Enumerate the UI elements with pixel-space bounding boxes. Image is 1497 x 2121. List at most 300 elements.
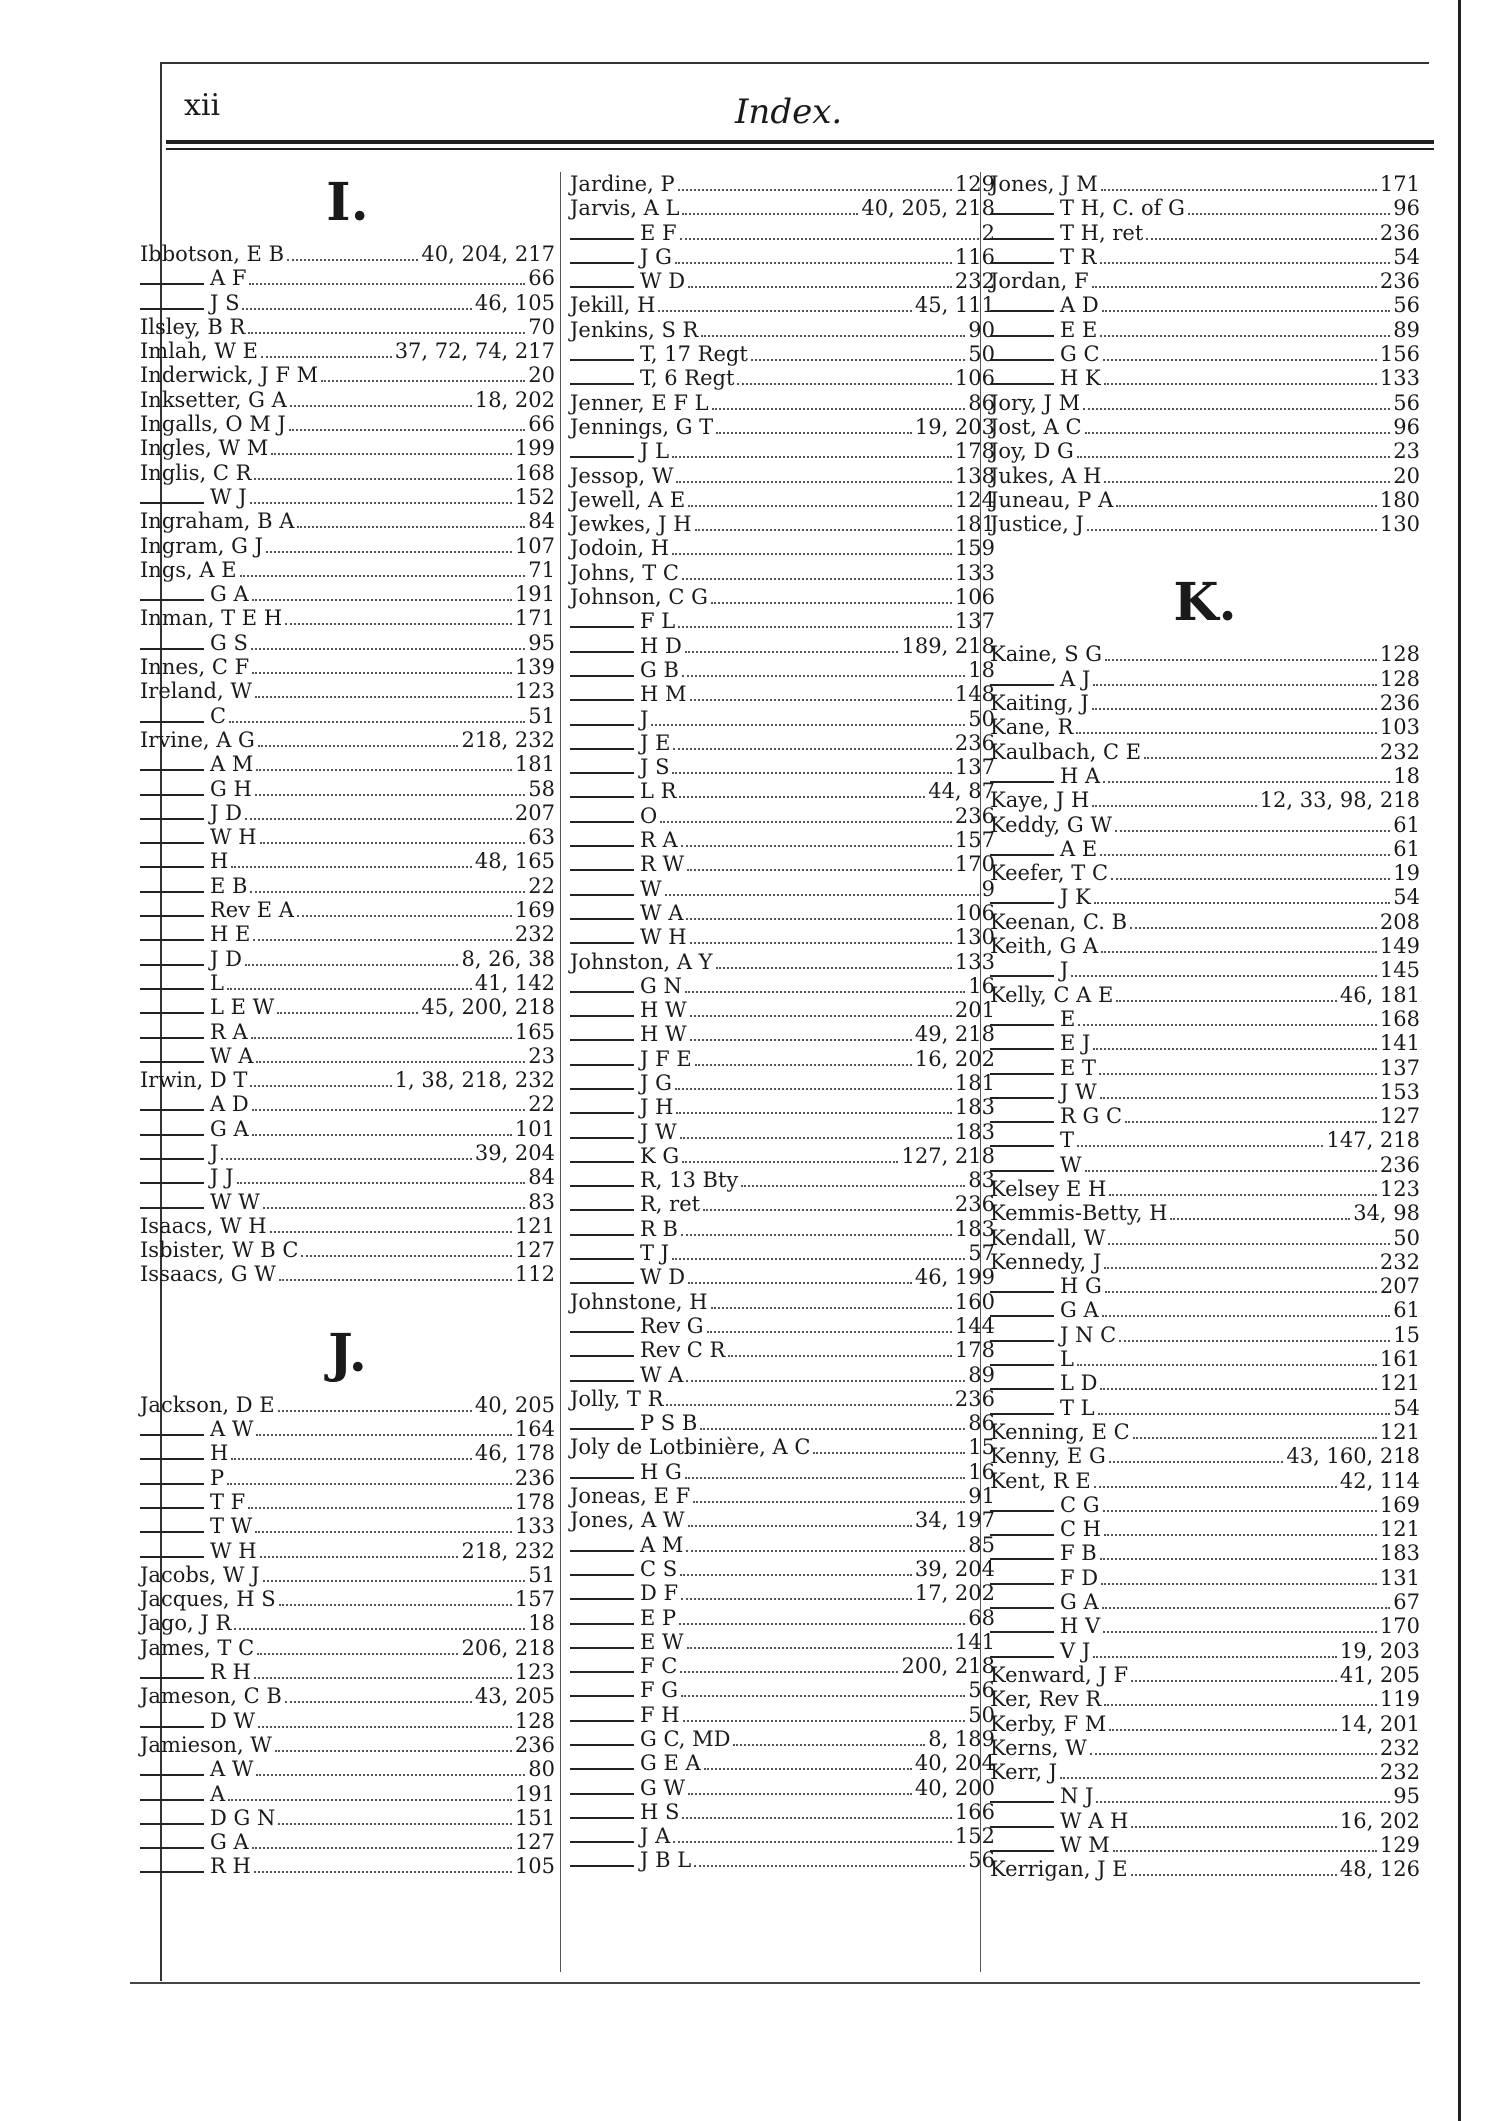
index-entry	[140, 1092, 555, 1116]
index-entry	[990, 740, 1420, 764]
dot-leader	[711, 1307, 952, 1309]
entry-pages: 43, 160, 218	[1286, 1444, 1420, 1469]
entry-pages: 16, 202	[914, 1046, 995, 1071]
entry-pages: 40, 205	[474, 1392, 555, 1417]
index-entry	[570, 1022, 995, 1046]
entry-pages: 157	[514, 1587, 555, 1612]
index-entry	[570, 318, 995, 342]
index-entry	[570, 172, 995, 196]
entry-name: G S	[210, 630, 248, 655]
entry-name: Irwin, D T	[140, 1068, 248, 1093]
ditto-dash	[990, 1607, 1054, 1609]
entry-pages: 236	[514, 1732, 555, 1757]
index-entry	[140, 801, 555, 825]
ditto-dash	[990, 902, 1054, 904]
entry-pages: 40, 204	[914, 1751, 995, 1776]
index-entry	[990, 1104, 1420, 1128]
ditto-dash	[570, 1380, 634, 1382]
dot-leader	[685, 1477, 966, 1479]
dot-leader	[285, 623, 512, 625]
ditto-dash	[990, 335, 1054, 337]
ditto-dash	[570, 1282, 634, 1284]
index-entry	[570, 925, 995, 949]
entry-name: Kaye, J H	[990, 788, 1090, 813]
index-entry	[990, 715, 1420, 739]
entry-name: F G	[640, 1678, 679, 1703]
index-entry	[990, 667, 1420, 691]
entry-pages: 56	[1393, 293, 1420, 318]
entry-name: Ingram, G J	[140, 533, 263, 558]
ditto-dash	[140, 1434, 204, 1436]
index-entry	[570, 585, 995, 609]
dot-leader	[682, 675, 965, 677]
index-entry	[570, 852, 995, 876]
entry-pages: 56	[1393, 390, 1420, 415]
entry-pages: 191	[514, 1781, 555, 1806]
ditto-dash	[990, 1656, 1054, 1658]
entry-pages: 8, 189	[928, 1727, 995, 1751]
index-entry	[570, 293, 995, 317]
dot-leader	[1100, 262, 1391, 264]
entry-name: Jacobs, W J	[140, 1562, 260, 1587]
index-entry	[990, 1639, 1420, 1663]
entry-name: Jenner, E F L	[570, 390, 709, 415]
entry-pages: 178	[954, 1338, 995, 1363]
ditto-dash	[570, 1574, 634, 1576]
dot-leader	[297, 915, 512, 917]
index-entry	[570, 536, 995, 560]
dot-leader	[1102, 310, 1391, 312]
ditto-dash	[990, 1097, 1054, 1099]
index-entry	[570, 682, 995, 706]
entry-name: T, 17 Regt	[640, 342, 748, 367]
entry-name: Joly de Lotbinière, A C	[570, 1435, 811, 1460]
ditto-dash	[140, 1012, 204, 1014]
dot-leader	[712, 408, 966, 410]
entry-pages: 16	[968, 1459, 995, 1484]
dot-leader	[672, 553, 952, 555]
entry-pages: 131	[1379, 1565, 1420, 1590]
ditto-dash	[990, 1510, 1054, 1512]
index-entry	[990, 1298, 1420, 1322]
entry-name: G A	[210, 1116, 249, 1141]
entry-pages: 18, 202	[474, 387, 555, 412]
index-entry	[140, 1214, 555, 1238]
entry-pages: 218, 232	[461, 1538, 555, 1563]
entry-name: Justice, J	[990, 512, 1084, 537]
ditto-dash	[570, 1647, 634, 1649]
index-entry	[140, 1020, 555, 1044]
ditto-dash	[990, 238, 1054, 240]
index-entry	[570, 1192, 995, 1216]
dot-leader	[1096, 1801, 1390, 1803]
ditto-dash	[570, 1355, 634, 1357]
entry-name: P S B	[640, 1411, 698, 1436]
entry-name: K G	[640, 1143, 680, 1168]
dot-leader	[733, 1744, 925, 1746]
entry-name: J	[210, 1140, 219, 1165]
entry-name: D F	[640, 1581, 679, 1606]
entry-name: C S	[640, 1556, 678, 1581]
ditto-dash	[990, 1145, 1054, 1147]
index-entry	[990, 934, 1420, 958]
index-entry	[570, 1314, 995, 1338]
entry-pages: 144	[954, 1313, 995, 1338]
ditto-dash	[990, 1388, 1054, 1390]
entry-pages: 83	[528, 1189, 555, 1214]
dot-leader	[690, 942, 952, 944]
entry-name: H W	[640, 998, 687, 1023]
dot-leader	[221, 1158, 471, 1160]
ditto-dash	[570, 383, 634, 385]
index-entry	[990, 293, 1420, 317]
entry-name: Jacques, H S	[140, 1587, 276, 1612]
entry-name: J K	[1060, 885, 1091, 910]
entry-name: H E	[210, 922, 251, 947]
entry-name: Kaulbach, C E	[990, 739, 1142, 764]
entry-name: Isbister, W B C	[140, 1238, 299, 1263]
entry-name: Ingraham, B A	[140, 509, 295, 534]
entry-name: W D	[640, 269, 686, 294]
ditto-dash	[140, 794, 204, 796]
ditto-dash	[990, 1073, 1054, 1075]
entry-pages: 169	[514, 898, 555, 923]
entry-pages: 123	[514, 1660, 555, 1685]
entry-pages: 103	[1379, 715, 1420, 740]
dot-leader	[258, 1726, 512, 1728]
dot-leader	[707, 1331, 952, 1333]
entry-pages: 183	[1379, 1541, 1420, 1566]
entry-name: J L	[640, 439, 670, 464]
entry-name: R A	[640, 828, 678, 853]
dot-leader	[683, 1720, 966, 1722]
dot-leader	[673, 1841, 952, 1843]
index-entry	[990, 837, 1420, 861]
index-entry	[990, 1857, 1420, 1881]
dot-leader	[1100, 1097, 1377, 1099]
ditto-dash	[990, 1048, 1054, 1050]
entry-pages: 160	[954, 1289, 995, 1314]
entry-pages: 9	[981, 876, 995, 901]
ditto-dash	[570, 942, 634, 944]
dot-leader	[250, 891, 525, 893]
entry-name: E E	[1060, 317, 1098, 342]
index-entry	[570, 1581, 995, 1605]
index-entry	[140, 947, 555, 971]
entry-name: R H	[210, 1854, 251, 1879]
ditto-dash	[990, 1583, 1054, 1585]
index-entry	[990, 1760, 1420, 1784]
dot-leader	[1102, 1607, 1391, 1609]
ditto-dash	[140, 721, 204, 723]
index-entry	[140, 1660, 555, 1684]
dot-leader	[682, 1161, 898, 1163]
index-entry	[140, 1611, 555, 1635]
entry-name: H V	[1060, 1614, 1101, 1639]
entry-name: Kaiting, J	[990, 691, 1089, 716]
index-entry	[990, 1080, 1420, 1104]
entry-name: Johnson, C G	[570, 585, 708, 610]
index-entry	[570, 1606, 995, 1630]
ditto-dash	[570, 1865, 634, 1867]
ditto-dash	[140, 1483, 204, 1485]
index-entry	[990, 813, 1420, 837]
entry-pages: 165	[514, 1019, 555, 1044]
dot-leader	[227, 1483, 512, 1485]
index-entry	[990, 1056, 1420, 1080]
dot-leader	[685, 991, 965, 993]
ditto-dash	[140, 1774, 204, 1776]
entry-pages: 183	[954, 1119, 995, 1144]
dot-leader	[688, 286, 952, 288]
dot-leader	[248, 332, 525, 334]
entry-pages: 236	[1379, 691, 1420, 716]
entry-pages: 41, 142	[474, 970, 555, 995]
dot-leader	[686, 1550, 965, 1552]
dot-leader	[248, 1507, 512, 1509]
entry-name: A E	[1060, 836, 1098, 861]
index-entry	[570, 901, 995, 925]
index-entry	[990, 861, 1420, 885]
dot-leader	[250, 1085, 391, 1087]
entry-pages: 45, 111	[914, 293, 995, 318]
index-entry	[990, 415, 1420, 439]
entry-pages: 101	[514, 1116, 555, 1141]
index-entry	[570, 1120, 995, 1144]
ditto-dash	[140, 308, 204, 310]
entry-name: Kenward, J F	[990, 1662, 1129, 1687]
entry-pages: 15	[968, 1435, 995, 1460]
entry-pages: 168	[514, 460, 555, 485]
index-entry	[990, 1517, 1420, 1541]
index-entry	[140, 1068, 555, 1092]
entry-name: J G	[640, 244, 672, 269]
entry-pages: 127, 218	[901, 1143, 995, 1168]
entry-name: Keenan, C. B	[990, 909, 1128, 934]
entry-name: E B	[210, 873, 248, 898]
entry-pages: 128	[514, 1708, 555, 1733]
dot-leader	[227, 988, 472, 990]
entry-name: W A	[640, 900, 684, 925]
entry-pages: 236	[954, 1192, 995, 1217]
index-entry	[990, 464, 1420, 488]
dot-leader	[1109, 1729, 1337, 1731]
index-entry	[570, 779, 995, 803]
entry-name: J J	[210, 1165, 234, 1190]
ditto-dash	[570, 894, 634, 896]
entry-name: Keefer, T C	[990, 861, 1109, 886]
entry-name: Jenkins, S R	[570, 317, 699, 342]
ditto-dash	[140, 939, 204, 941]
entry-pages: 121	[514, 1213, 555, 1238]
entry-pages: 139	[514, 655, 555, 680]
dot-leader	[680, 1574, 912, 1576]
index-entry	[570, 269, 995, 293]
index-entry	[570, 464, 995, 488]
index-entry	[140, 242, 555, 266]
ditto-dash	[990, 262, 1054, 264]
entry-pages: 127	[514, 1238, 555, 1263]
ditto-dash	[570, 1161, 634, 1163]
ditto-dash	[570, 626, 634, 628]
entry-pages: 180	[1379, 487, 1420, 512]
entry-pages: 170	[1379, 1614, 1420, 1639]
ditto-dash	[570, 1793, 634, 1795]
dot-leader	[279, 1604, 512, 1606]
index-entry	[140, 1417, 555, 1441]
ditto-dash	[990, 1534, 1054, 1536]
dot-leader	[256, 1774, 525, 1776]
dot-leader	[813, 1452, 965, 1454]
entry-name: Johnston, A Y	[570, 949, 713, 974]
entry-pages: 232	[1379, 739, 1420, 764]
entry-pages: 201	[954, 998, 995, 1023]
dot-leader	[681, 1598, 912, 1600]
index-entry	[990, 391, 1420, 415]
entry-name: Juneau, P A	[990, 487, 1114, 512]
index-entry	[570, 561, 995, 585]
entry-name: W H	[210, 825, 257, 850]
dot-leader	[1104, 1534, 1377, 1536]
ditto-dash	[570, 1258, 634, 1260]
entry-pages: 66	[528, 266, 555, 291]
entry-name: N J	[1060, 1784, 1094, 1809]
index-entry	[990, 1687, 1420, 1711]
entry-pages: 171	[514, 606, 555, 631]
entry-pages: 86	[968, 390, 995, 415]
index-entry	[140, 606, 555, 630]
entry-name: C G	[1060, 1492, 1100, 1517]
entry-name: Imlah, W E	[140, 339, 258, 364]
index-entry	[990, 1590, 1420, 1614]
entry-name: T R	[1060, 244, 1097, 269]
index-entry	[570, 1047, 995, 1071]
ditto-dash	[570, 238, 634, 240]
entry-name: F L	[640, 609, 676, 634]
index-entry	[570, 1557, 995, 1581]
dot-leader	[245, 964, 459, 966]
entry-name: A D	[210, 1092, 249, 1117]
dot-leader	[255, 696, 512, 698]
dot-leader	[1109, 1194, 1377, 1196]
entry-name: E T	[1060, 1055, 1097, 1080]
index-entry	[140, 1539, 555, 1563]
dot-leader	[252, 1847, 512, 1849]
entry-name: W H	[210, 1538, 257, 1563]
index-entry	[990, 788, 1420, 812]
entry-pages: 123	[514, 679, 555, 704]
dot-leader	[703, 1209, 952, 1211]
dot-leader	[693, 1501, 965, 1503]
entry-name: G E A	[640, 1751, 701, 1776]
index-entry	[990, 983, 1420, 1007]
dot-leader	[1076, 732, 1377, 734]
index-entry	[990, 1201, 1420, 1225]
entry-pages: 145	[1379, 958, 1420, 983]
index-entry	[570, 488, 995, 512]
entry-name: Kelsey E H	[990, 1176, 1107, 1201]
scan-edge	[1458, 0, 1461, 2121]
ditto-dash	[570, 1477, 634, 1479]
section-letter-heading: K.	[1173, 572, 1237, 634]
entry-pages: 46, 105	[474, 290, 555, 315]
entry-name: Jewell, A E	[570, 487, 686, 512]
ditto-dash	[570, 748, 634, 750]
index-entry	[570, 415, 995, 439]
dot-leader	[1099, 1073, 1377, 1075]
index-entry	[140, 1393, 555, 1417]
entry-pages: 106	[954, 366, 995, 391]
index-entry	[990, 172, 1420, 196]
entry-pages: 50	[968, 706, 995, 731]
entry-pages: 169	[1379, 1492, 1420, 1517]
ditto-dash	[570, 772, 634, 774]
ditto-dash	[140, 283, 204, 285]
dot-leader	[716, 432, 912, 434]
entry-name: A W	[210, 1757, 254, 1782]
entry-pages: 208	[1379, 909, 1420, 934]
index-entry	[570, 1848, 995, 1872]
entry-name: J W	[1060, 1079, 1097, 1104]
dot-leader	[231, 1458, 472, 1460]
dot-leader	[728, 1355, 952, 1357]
dot-leader	[1092, 805, 1256, 807]
entry-pages: 23	[528, 1043, 555, 1068]
entry-name: Isaacs, W H	[140, 1213, 267, 1238]
index-entry	[140, 995, 555, 1019]
entry-name: R, 13 Bty	[640, 1168, 739, 1193]
ditto-dash	[140, 1207, 204, 1209]
entry-pages: 84	[528, 1165, 555, 1190]
dot-leader	[1119, 1340, 1390, 1342]
dot-leader	[700, 1428, 965, 1430]
entry-name: Ireland, W	[140, 679, 252, 704]
dot-leader	[675, 262, 952, 264]
ditto-dash	[570, 1817, 634, 1819]
entry-name: Kelly, C A E	[990, 982, 1114, 1007]
dot-leader	[681, 1695, 965, 1697]
ditto-dash	[570, 1015, 634, 1017]
index-entry	[140, 655, 555, 679]
ditto-dash	[990, 1315, 1054, 1317]
entry-pages: 207	[514, 800, 555, 825]
entry-name: Rev E A	[210, 898, 294, 923]
entry-name: J S	[210, 290, 240, 315]
dot-leader	[255, 794, 526, 796]
entry-name: Ingalls, O M J	[140, 412, 286, 437]
dot-leader	[666, 1404, 951, 1406]
entry-name: Jory, J M	[990, 390, 1081, 415]
entry-name: A D	[1060, 293, 1099, 318]
entry-name: W A H	[1060, 1808, 1129, 1833]
entry-name: T F	[210, 1489, 246, 1514]
index-entry	[990, 1784, 1420, 1808]
index-entry	[140, 1587, 555, 1611]
index-entry	[990, 1493, 1420, 1517]
entry-pages: 22	[528, 873, 555, 898]
ditto-dash	[990, 781, 1054, 783]
index-entry	[570, 342, 995, 366]
index-entry	[990, 885, 1420, 909]
dot-leader	[290, 405, 472, 407]
dot-leader	[680, 238, 979, 240]
entry-pages: 164	[514, 1417, 555, 1442]
index-entry	[570, 1241, 995, 1265]
entry-pages: 105	[514, 1854, 555, 1879]
entry-name: W	[640, 876, 662, 901]
entry-pages: 232	[1379, 1735, 1420, 1760]
dot-leader	[254, 1871, 512, 1873]
